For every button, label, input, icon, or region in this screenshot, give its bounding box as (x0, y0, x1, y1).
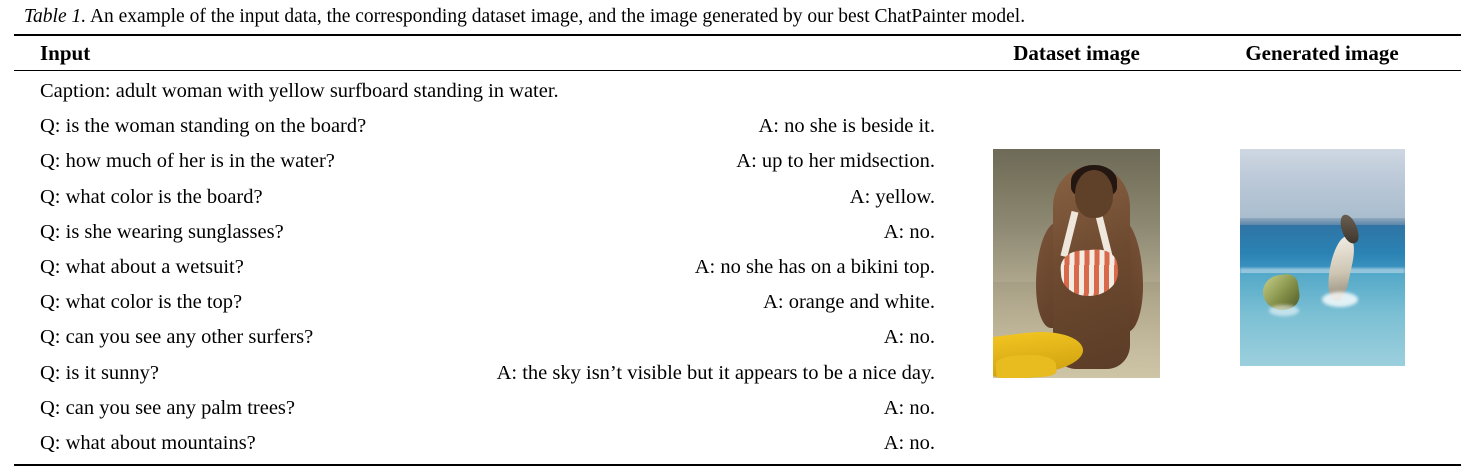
dialog-answer: A: orange and white. (763, 291, 935, 314)
dataset-image-face (1075, 170, 1113, 218)
dialog-question: Q: is it sunny? (40, 361, 160, 384)
dialog-turn (40, 144, 954, 179)
image-caption-line: Caption: adult woman with yellow surfboard standing in water. (40, 80, 559, 102)
dialog-turn (40, 109, 954, 144)
dialog-turn (40, 391, 954, 426)
generated-image-sea-far (1240, 225, 1405, 273)
table-body-row (14, 71, 1461, 461)
column-header-generated-image: Generated image (1245, 41, 1399, 65)
dialog-answer: A: no. (883, 220, 935, 243)
dialog-answer: A: yellow. (849, 185, 935, 208)
dialog-turn (40, 320, 954, 355)
dataset-image (993, 149, 1160, 378)
dialog-question: Q: is she wearing sunglasses? (40, 220, 284, 243)
generated-image-sky (1240, 149, 1405, 221)
table-caption-label: Table 1. (24, 6, 87, 27)
dialog-answer: A: no she is beside it. (758, 115, 935, 138)
column-header-input: Input (40, 41, 91, 65)
dialog-answer: A: no. (883, 326, 935, 349)
dialog-answer: A: the sky isn’t visible but it appears to be a nice day. (496, 361, 935, 384)
table-header-row (14, 36, 1461, 70)
dialog-answer: A: up to her midsection. (736, 150, 935, 173)
dialog-turn (40, 285, 954, 320)
dialog-turn (40, 180, 954, 215)
generated-image (1240, 149, 1405, 366)
dataset-image-cell (954, 71, 1199, 378)
dialog-question: Q: what about a wetsuit? (40, 256, 244, 279)
generated-image-foam-secondary (1269, 305, 1299, 316)
dialog-turn (40, 426, 954, 461)
dialog-turn (40, 356, 954, 391)
dataset-image-surfboard-tip (996, 353, 1058, 378)
table-caption-text: An example of the input data, the corresponding dataset image, and the image generated by our best ChatPainter model. (86, 6, 1026, 27)
dialog-question: Q: is the woman standing on the board? (40, 115, 367, 138)
dialog-answer: A: no. (883, 396, 935, 419)
dialog-turn (40, 215, 954, 250)
dialog-turn (40, 250, 954, 285)
dialog-question: Q: what about mountains? (40, 432, 256, 455)
column-header-dataset-image: Dataset image (1013, 41, 1140, 65)
table-bottom-rule (14, 464, 1461, 466)
dialog-question: Q: how much of her is in the water? (40, 150, 335, 173)
dialog-answer: A: no. (883, 432, 935, 455)
dialog-question: Q: what color is the board? (40, 185, 263, 208)
dialog-question: Q: what color is the top? (40, 291, 243, 314)
input-cell (14, 71, 954, 461)
dialog-answer: A: no she has on a bikini top. (694, 256, 935, 279)
generated-image-cell (1199, 71, 1445, 366)
dialog-question: Q: can you see any other surfers? (40, 326, 314, 349)
table-caption (14, 0, 1461, 30)
dialog-question: Q: can you see any palm trees? (40, 396, 296, 419)
